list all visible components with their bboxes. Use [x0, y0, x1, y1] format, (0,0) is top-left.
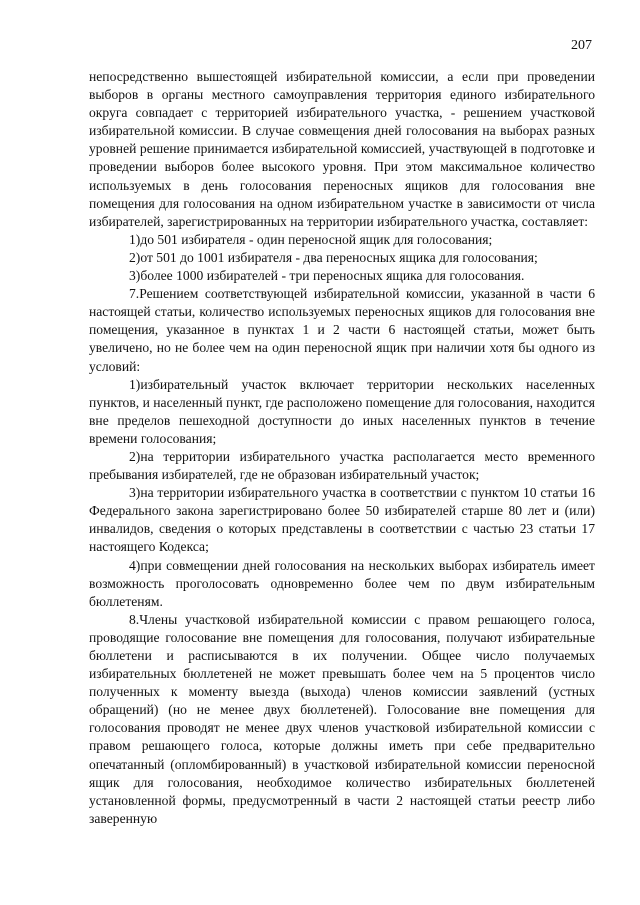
paragraph: непосредственно вышестоящей избирательной комиссии, а если при проведении выборов в органы местного самоуправления территория единого избирательного округа совпадает с территорией избирательного участка, - решением участковой избирательной комиссии. В случае совмещения дней голосования на выборах разных уровней решение принимается избирательной комиссией, участвующей в подготовке и проведении выборов более высокого уровня. При этом максимальное количество используемых в день голосования переносных ящиков для голосования вне помещения для голосования на одном избирательном участке в зависимости от числа избирателей, зарегистрированных на территории избирательного участка, составляет: [89, 69, 595, 229]
paragraph: 3)на территории избирательного участка в соответствии с пунктом 10 статьи 16 Федерального закона зарегистрировано более 50 избирателей старше 80 лет и (или) инвалидов, сведения о которых представлены в соответствии с частью 23 статьи 17 настоящего Кодекса; [89, 485, 595, 555]
page-number: 207 [571, 38, 592, 53]
paragraph: 7.Решением соответствующей избирательной комиссии, указанной в части 6 настоящей статьи, количество используемых переносных ящиков для голосования вне помещения, указанное в пунктах 1 и 2 части 6 настоящей статьи, может быть увеличено, но не более чем на один переносной ящик при наличии хотя бы одного из условий: [89, 286, 595, 374]
paragraph: 3)более 1000 избирателей - три переносных ящика для голосования. [129, 268, 525, 284]
paragraph: 2)от 501 до 1001 избирателя - два переносных ящика для голосования; [129, 249, 538, 265]
paragraph: 1)избирательный участок включает территории нескольких населенных пунктов, и населенный пункт, где расположено помещение для голосования, находится вне пределов пешеходной доступности до иных населенных пунктов в течение времени голосования; [89, 376, 595, 446]
body-text [89, 68, 595, 828]
paragraph: 8.Члены участковой избирательной комиссии с правом решающего голоса, проводящие голосование вне помещения для голосования, получают избирательные бюллетени и расписываются в их получении. Общее число получаемых избирательных бюллетеней не может превышать более чем на 5 процентов число полученных к моменту выезда (выхода) членов комиссии заявлений (устных обращений) (но не менее двух бюллетеней). Голосование вне помещения для голосования проводят не менее двух членов участковой избирательной комиссии с правом решающего голоса, которые должны иметь при себе предварительно опечатанный (опломбированный) в участковой избирательной комиссии переносной ящик для голосования, необходимое количество избирательных бюллетеней установленной формы, предусмотренный в части 2 настоящей статьи реестр либо заверенную [89, 611, 595, 826]
paragraph: 2)на территории избирательного участка располагается место временного пребывания избирателей, где не образован избирательный участок; [89, 448, 595, 483]
paragraph: 1)до 501 избирателя - один переносной ящик для голосования; [129, 231, 493, 247]
paragraph: 4)при совмещении дней голосования на нескольких выборах избиратель имеет возможность проголосовать одновременно более чем по двум избирательным бюллетеням. [89, 557, 595, 609]
